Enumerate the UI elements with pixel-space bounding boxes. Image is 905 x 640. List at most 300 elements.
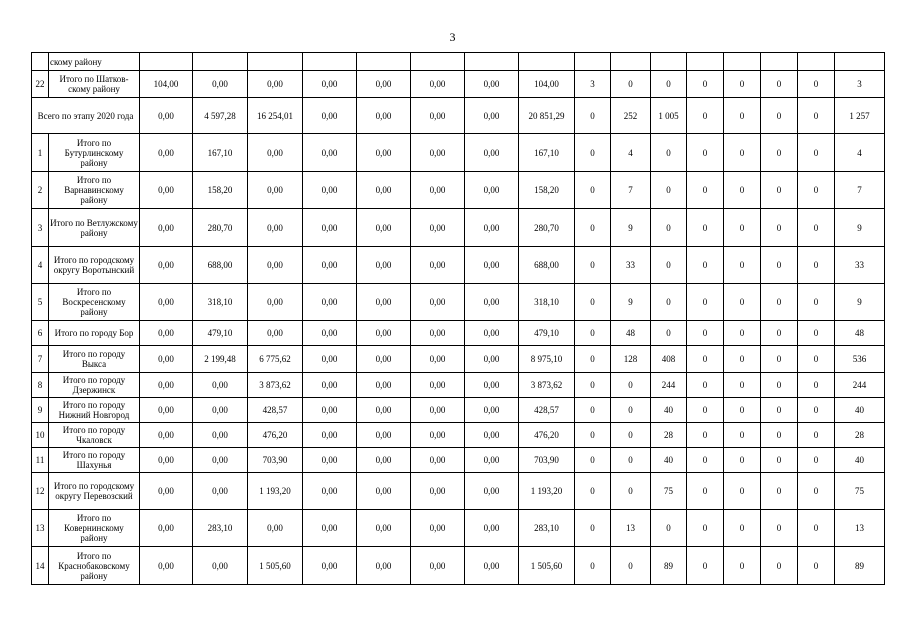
row-number-cell: 2 <box>32 172 49 209</box>
value-cell: 476,20 <box>519 423 575 448</box>
table-row <box>32 510 885 547</box>
value-cell: 0 <box>761 134 798 172</box>
value-cell: 0 <box>651 209 687 247</box>
value-cell: 0 <box>687 209 724 247</box>
value-cell: 0,00 <box>411 209 465 247</box>
value-cell: 0,00 <box>248 209 303 247</box>
value-cell: 0,00 <box>140 247 193 284</box>
value-cell: 48 <box>611 321 651 346</box>
value-cell: 0 <box>724 209 761 247</box>
value-cell: 0,00 <box>411 510 465 547</box>
value-cell: 0,00 <box>140 448 193 473</box>
value-cell: 0 <box>687 172 724 209</box>
value-cell: 9 <box>611 209 651 247</box>
value-cell: 40 <box>835 398 885 423</box>
value-cell: 0 <box>761 547 798 585</box>
value-cell: 0 <box>575 398 611 423</box>
row-number-cell: 10 <box>32 423 49 448</box>
value-cell: 0,00 <box>140 346 193 373</box>
value-cell: 0,00 <box>140 398 193 423</box>
value-cell: 0 <box>611 398 651 423</box>
value-cell: 3 <box>835 71 885 98</box>
value-cell: 0 <box>651 172 687 209</box>
value-cell: 0,00 <box>303 98 357 134</box>
value-cell: 0 <box>761 448 798 473</box>
value-cell: 0 <box>724 423 761 448</box>
value-cell: 0,00 <box>357 398 411 423</box>
value-cell: 0,00 <box>193 547 248 585</box>
row-number-cell: 1 <box>32 134 49 172</box>
value-cell: 280,70 <box>193 209 248 247</box>
value-cell: 0 <box>575 321 611 346</box>
value-cell: 0,00 <box>411 321 465 346</box>
value-cell: 0 <box>798 346 835 373</box>
value-cell: 0 <box>798 172 835 209</box>
value-cell: 280,70 <box>519 209 575 247</box>
value-cell: 688,00 <box>193 247 248 284</box>
value-cell: 0 <box>724 398 761 423</box>
row-number-cell: 7 <box>32 346 49 373</box>
value-cell: 0,00 <box>303 172 357 209</box>
value-cell: 0,00 <box>411 134 465 172</box>
table-row <box>32 547 885 585</box>
value-cell: 0,00 <box>465 71 519 98</box>
row-number-cell: 14 <box>32 547 49 585</box>
value-cell: 158,20 <box>519 172 575 209</box>
value-cell: 1 193,20 <box>519 473 575 510</box>
value-cell: 158,20 <box>193 172 248 209</box>
value-cell: 0,00 <box>248 172 303 209</box>
value-cell: 0,00 <box>465 346 519 373</box>
table-row <box>32 71 885 98</box>
value-cell: 0,00 <box>465 98 519 134</box>
value-cell: 0 <box>687 510 724 547</box>
value-cell: 167,10 <box>193 134 248 172</box>
value-cell: 0,00 <box>193 398 248 423</box>
value-cell: 0 <box>687 423 724 448</box>
value-cell: 252 <box>611 98 651 134</box>
value-cell: 0,00 <box>411 172 465 209</box>
value-cell: 0 <box>798 510 835 547</box>
value-cell: 0,00 <box>303 473 357 510</box>
value-cell: 33 <box>835 247 885 284</box>
row-label-cell: Всего по этапу 2020 года <box>32 98 140 134</box>
value-cell: 0,00 <box>357 346 411 373</box>
row-label-cell: Итого по городу Нижний Новгород <box>49 398 140 423</box>
value-cell: 0,00 <box>193 473 248 510</box>
value-cell: 104,00 <box>519 71 575 98</box>
value-cell: 0,00 <box>193 373 248 398</box>
value-cell: 0,00 <box>357 423 411 448</box>
row-label-cell: Итого по городскому округу Перевозский <box>49 473 140 510</box>
value-cell: 7 <box>835 172 885 209</box>
row-number-cell: 12 <box>32 473 49 510</box>
value-cell: 428,57 <box>248 398 303 423</box>
value-cell: 4 <box>835 134 885 172</box>
value-cell: 0,00 <box>303 423 357 448</box>
value-cell: 0,00 <box>357 134 411 172</box>
row-number-cell: 6 <box>32 321 49 346</box>
value-cell: 0,00 <box>357 510 411 547</box>
value-cell: 0,00 <box>303 209 357 247</box>
value-cell: 0,00 <box>411 284 465 321</box>
value-cell: 0 <box>724 284 761 321</box>
row-label-cell: Итого по городу Шахунья <box>49 448 140 473</box>
value-cell: 318,10 <box>519 284 575 321</box>
value-cell: 0 <box>761 346 798 373</box>
value-cell: 0 <box>761 423 798 448</box>
value-cell: 0,00 <box>357 373 411 398</box>
value-cell: 0 <box>575 172 611 209</box>
row-label-cell: Итого по городу Чкаловск <box>49 423 140 448</box>
value-cell: 0 <box>798 398 835 423</box>
value-cell: 0,00 <box>303 71 357 98</box>
value-cell: 0,00 <box>411 346 465 373</box>
value-cell: 0 <box>575 209 611 247</box>
value-cell: 0 <box>798 247 835 284</box>
value-cell: 0 <box>687 373 724 398</box>
value-cell: 0 <box>575 98 611 134</box>
row-number-cell: 9 <box>32 398 49 423</box>
value-cell: 408 <box>651 346 687 373</box>
value-cell: 0 <box>761 98 798 134</box>
table-row <box>32 398 885 423</box>
value-cell: 0 <box>687 321 724 346</box>
value-cell: 0,00 <box>303 346 357 373</box>
value-cell: 0 <box>611 71 651 98</box>
value-cell: 0 <box>798 209 835 247</box>
value-cell: 128 <box>611 346 651 373</box>
value-cell: 0,00 <box>465 473 519 510</box>
value-cell: 0,00 <box>411 373 465 398</box>
value-cell: 0 <box>687 98 724 134</box>
row-number-cell: 4 <box>32 247 49 284</box>
value-cell: 0 <box>798 98 835 134</box>
value-cell: 40 <box>651 398 687 423</box>
value-cell: 0,00 <box>411 98 465 134</box>
row-label-cell: Итого по Ветлужскому району <box>49 209 140 247</box>
value-cell: 0,00 <box>357 98 411 134</box>
value-cell: 0 <box>651 321 687 346</box>
value-cell: 0 <box>724 321 761 346</box>
value-cell: 3 <box>575 71 611 98</box>
value-cell: 0 <box>761 247 798 284</box>
row-label-cell: Итого по Краснобаковскому району <box>49 547 140 585</box>
value-cell: 0,00 <box>248 134 303 172</box>
value-cell: 0 <box>651 284 687 321</box>
value-cell: 0 <box>611 473 651 510</box>
value-cell: 0,00 <box>248 247 303 284</box>
value-cell: 0 <box>575 448 611 473</box>
row-number-cell: 13 <box>32 510 49 547</box>
row-number-cell: 11 <box>32 448 49 473</box>
value-cell: 283,10 <box>193 510 248 547</box>
value-cell: 0 <box>798 321 835 346</box>
value-cell: 0 <box>724 247 761 284</box>
value-cell: 0 <box>761 398 798 423</box>
value-cell: 1 257 <box>835 98 885 134</box>
row-label-cell: Итого по городскому округу Воротынский <box>49 247 140 284</box>
value-cell: 40 <box>835 448 885 473</box>
value-cell: 536 <box>835 346 885 373</box>
value-cell: 0,00 <box>303 373 357 398</box>
value-cell: 0,00 <box>357 448 411 473</box>
value-cell: 48 <box>835 321 885 346</box>
value-cell: 0,00 <box>303 134 357 172</box>
value-cell: 0 <box>798 373 835 398</box>
row-label-cell: скому району <box>49 53 140 71</box>
value-cell: 1 505,60 <box>248 547 303 585</box>
value-cell: 0 <box>575 423 611 448</box>
value-cell: 0,00 <box>357 71 411 98</box>
value-cell: 703,90 <box>519 448 575 473</box>
value-cell: 0,00 <box>193 448 248 473</box>
value-cell: 16 254,01 <box>248 98 303 134</box>
value-cell: 0,00 <box>357 547 411 585</box>
value-cell: 0,00 <box>357 321 411 346</box>
value-cell: 0,00 <box>140 209 193 247</box>
value-cell: 9 <box>835 209 885 247</box>
value-cell: 0 <box>687 547 724 585</box>
value-cell: 0,00 <box>140 510 193 547</box>
value-cell: 0 <box>761 71 798 98</box>
value-cell: 688,00 <box>519 247 575 284</box>
value-cell: 13 <box>835 510 885 547</box>
value-cell: 283,10 <box>519 510 575 547</box>
value-cell: 479,10 <box>193 321 248 346</box>
value-cell: 0,00 <box>465 373 519 398</box>
row-number-cell: 5 <box>32 284 49 321</box>
value-cell: 0 <box>575 373 611 398</box>
value-cell: 0 <box>798 423 835 448</box>
value-cell: 0,00 <box>411 423 465 448</box>
row-number-cell: 22 <box>32 71 49 98</box>
value-cell: 0,00 <box>193 71 248 98</box>
value-cell: 0 <box>611 423 651 448</box>
table-row <box>32 321 885 346</box>
value-cell: 0 <box>575 247 611 284</box>
value-cell: 0 <box>761 172 798 209</box>
value-cell: 0 <box>687 134 724 172</box>
value-cell: 4 597,28 <box>193 98 248 134</box>
value-cell: 0,00 <box>465 321 519 346</box>
value-cell: 28 <box>651 423 687 448</box>
value-cell: 13 <box>611 510 651 547</box>
row-label-cell: Итого по Воскресенскому району <box>49 284 140 321</box>
value-cell: 0,00 <box>303 284 357 321</box>
value-cell: 0 <box>651 71 687 98</box>
value-cell: 0,00 <box>357 284 411 321</box>
value-cell: 0 <box>761 510 798 547</box>
value-cell: 0,00 <box>465 209 519 247</box>
value-cell: 0 <box>611 448 651 473</box>
data-table <box>31 52 885 585</box>
value-cell: 0,00 <box>140 373 193 398</box>
value-cell: 3 873,62 <box>519 373 575 398</box>
value-cell: 0,00 <box>465 510 519 547</box>
row-number-cell: 8 <box>32 373 49 398</box>
value-cell: 40 <box>651 448 687 473</box>
row-number-cell: 3 <box>32 209 49 247</box>
value-cell: 0 <box>724 510 761 547</box>
table-row <box>32 423 885 448</box>
value-cell: 0 <box>687 284 724 321</box>
value-cell: 89 <box>835 547 885 585</box>
value-cell: 318,10 <box>193 284 248 321</box>
value-cell: 0,00 <box>465 172 519 209</box>
value-cell: 0 <box>761 473 798 510</box>
row-label-cell: Итого по городу Дзержинск <box>49 373 140 398</box>
value-cell: 0,00 <box>193 423 248 448</box>
value-cell: 75 <box>651 473 687 510</box>
value-cell: 0,00 <box>465 448 519 473</box>
value-cell: 476,20 <box>248 423 303 448</box>
row-label-cell: Итого по городу Бор <box>49 321 140 346</box>
value-cell: 1 005 <box>651 98 687 134</box>
value-cell: 0,00 <box>465 247 519 284</box>
value-cell: 104,00 <box>140 71 193 98</box>
value-cell: 0,00 <box>140 321 193 346</box>
value-cell: 0 <box>724 71 761 98</box>
value-cell: 0,00 <box>303 321 357 346</box>
value-cell: 0,00 <box>411 473 465 510</box>
value-cell: 0,00 <box>357 209 411 247</box>
value-cell: 7 <box>611 172 651 209</box>
value-cell: 2 199,48 <box>193 346 248 373</box>
value-cell: 0 <box>798 284 835 321</box>
value-cell: 0 <box>798 134 835 172</box>
value-cell: 75 <box>835 473 885 510</box>
value-cell: 0,00 <box>465 547 519 585</box>
value-cell: 0 <box>687 398 724 423</box>
value-cell: 0,00 <box>411 547 465 585</box>
table-row <box>32 98 885 134</box>
value-cell: 0,00 <box>411 247 465 284</box>
table-row <box>32 134 885 172</box>
value-cell: 0,00 <box>411 71 465 98</box>
row-label-cell: Итого по Варнавинскому району <box>49 172 140 209</box>
value-cell: 0,00 <box>140 134 193 172</box>
table-row <box>32 448 885 473</box>
value-cell: 0,00 <box>140 98 193 134</box>
row-label-cell: Итого по городу Выкса <box>49 346 140 373</box>
value-cell: 9 <box>835 284 885 321</box>
value-cell: 0 <box>761 373 798 398</box>
table-row <box>32 247 885 284</box>
value-cell: 0,00 <box>465 284 519 321</box>
value-cell: 0,00 <box>140 423 193 448</box>
value-cell: 0,00 <box>357 172 411 209</box>
value-cell: 0 <box>761 321 798 346</box>
value-cell: 0 <box>724 373 761 398</box>
row-label-cell: Итого по Бутурлинскому району <box>49 134 140 172</box>
table-row <box>32 473 885 510</box>
row-label-cell: Итого по Шатков-скому району <box>49 71 140 98</box>
value-cell: 3 873,62 <box>248 373 303 398</box>
value-cell: 0,00 <box>248 321 303 346</box>
value-cell: 0 <box>687 346 724 373</box>
value-cell: 0,00 <box>357 247 411 284</box>
value-cell: 0 <box>575 346 611 373</box>
value-cell: 0 <box>651 134 687 172</box>
value-cell: 89 <box>651 547 687 585</box>
value-cell: 0,00 <box>465 398 519 423</box>
table-row <box>32 53 885 71</box>
value-cell: 0 <box>687 247 724 284</box>
value-cell: 0,00 <box>248 510 303 547</box>
value-cell: 0,00 <box>411 398 465 423</box>
value-cell: 0 <box>575 547 611 585</box>
value-cell: 0,00 <box>465 423 519 448</box>
value-cell: 0,00 <box>140 172 193 209</box>
value-cell: 0,00 <box>140 473 193 510</box>
value-cell: 0 <box>687 448 724 473</box>
table-row <box>32 172 885 209</box>
value-cell: 0 <box>575 134 611 172</box>
value-cell: 0,00 <box>140 284 193 321</box>
table-row <box>32 284 885 321</box>
value-cell: 0 <box>724 346 761 373</box>
value-cell: 8 975,10 <box>519 346 575 373</box>
value-cell: 0 <box>611 373 651 398</box>
value-cell: 33 <box>611 247 651 284</box>
value-cell: 4 <box>611 134 651 172</box>
value-cell: 0 <box>798 71 835 98</box>
value-cell: 0 <box>575 284 611 321</box>
value-cell: 167,10 <box>519 134 575 172</box>
value-cell: 0,00 <box>303 247 357 284</box>
value-cell: 9 <box>611 284 651 321</box>
value-cell: 0 <box>798 547 835 585</box>
value-cell: 0 <box>798 448 835 473</box>
value-cell: 1 505,60 <box>519 547 575 585</box>
value-cell: 0 <box>651 247 687 284</box>
value-cell: 0,00 <box>140 547 193 585</box>
value-cell: 0 <box>687 473 724 510</box>
value-cell: 0 <box>724 473 761 510</box>
value-cell: 0 <box>687 71 724 98</box>
value-cell: 0 <box>724 172 761 209</box>
value-cell: 0 <box>575 473 611 510</box>
value-cell: 0 <box>724 448 761 473</box>
value-cell: 1 193,20 <box>248 473 303 510</box>
table-row <box>32 373 885 398</box>
value-cell: 0,00 <box>357 473 411 510</box>
value-cell: 703,90 <box>248 448 303 473</box>
value-cell: 244 <box>835 373 885 398</box>
page-number: 3 <box>449 30 456 44</box>
row-number-cell <box>32 53 49 71</box>
table-body <box>32 53 885 585</box>
value-cell: 0,00 <box>248 284 303 321</box>
value-cell: 428,57 <box>519 398 575 423</box>
value-cell: 244 <box>651 373 687 398</box>
value-cell: 0 <box>724 98 761 134</box>
table-row <box>32 209 885 247</box>
value-cell: 0,00 <box>303 547 357 585</box>
value-cell: 0 <box>761 284 798 321</box>
row-label-cell: Итого по Ковернинскому району <box>49 510 140 547</box>
value-cell: 0 <box>575 510 611 547</box>
value-cell: 479,10 <box>519 321 575 346</box>
value-cell: 0,00 <box>303 398 357 423</box>
value-cell: 0 <box>724 134 761 172</box>
value-cell: 6 775,62 <box>248 346 303 373</box>
value-cell: 28 <box>835 423 885 448</box>
value-cell: 0 <box>724 547 761 585</box>
value-cell: 20 851,29 <box>519 98 575 134</box>
value-cell: 0,00 <box>303 510 357 547</box>
